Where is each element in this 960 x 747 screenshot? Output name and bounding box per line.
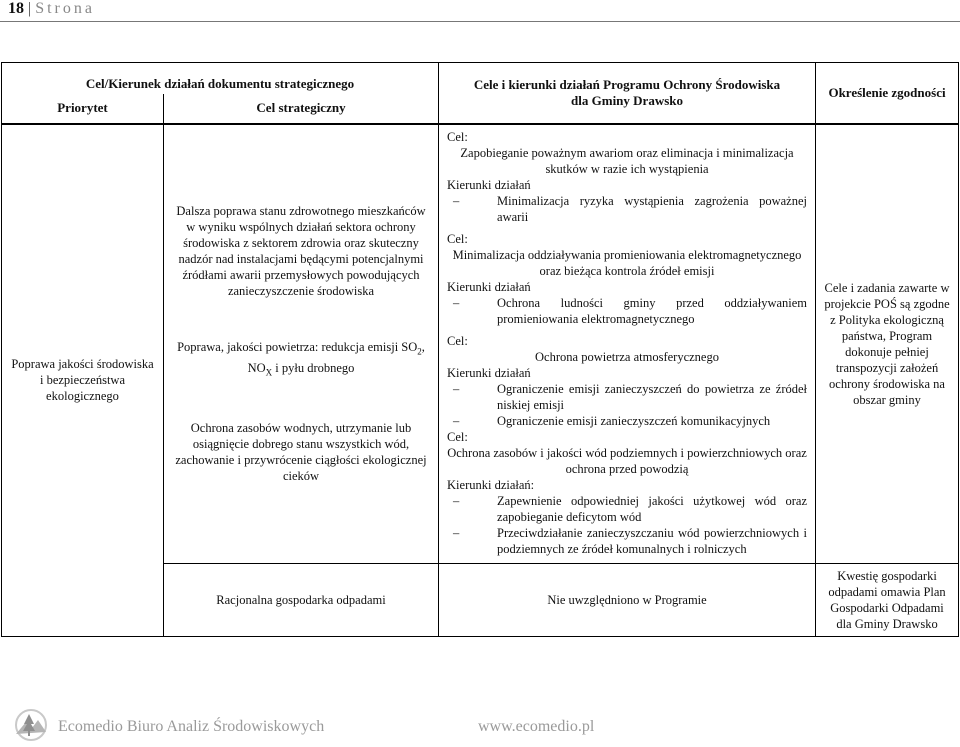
directions-label-3: Kierunki działań <box>447 365 531 380</box>
page-header <box>8 0 95 18</box>
page-word: Strona <box>35 0 95 17</box>
compliance-main-cell: Cele i zadania zawarte w projekcie POŚ są zgodne z Polityka ekologiczną państwa, Program dokonuje pełniej transpozycji założeń ochrony środowiska na obszar gminy <box>816 124 959 564</box>
directions-label-2: Kierunki działań <box>447 279 531 294</box>
directions-label-1: Kierunki działań <box>447 177 531 192</box>
goal-label-3: Cel: <box>447 333 468 348</box>
header-program-line1: Cele i kierunki działań Programu Ochrony Środowiska <box>473 76 781 92</box>
page-number: 18 <box>8 0 24 17</box>
compliance-waste-cell: Kwestię gospodarki odpadami omawia Plan Gospodarki Odpadami dla Gminy Drawsko <box>816 563 959 636</box>
goal-label-2: Cel: <box>447 231 468 246</box>
footer-brand: Ecomedio Biuro Analiz Środowiskowych <box>58 718 325 735</box>
footer-url[interactable]: www.ecomedio.pl <box>478 718 595 735</box>
strategic-goal-1: Dalsza poprawa stanu zdrowotnego mieszkańców w wyniku wspólnych działań sektora ochrony środowiska z sektorem zdrowia oraz skuteczny nadzór nad instalacjami będącymi potencjalnymi źródłami awarii przemysłowych powodujących zanieczyszczenie środowiska <box>176 204 426 298</box>
header-program <box>439 63 816 124</box>
priority-cell: Poprawa jakości środowiska i bezpieczeństwa ekologicznego <box>2 124 164 637</box>
program-goal-1: Zapobieganie poważnym awariom oraz eliminacja i minimalizacja skutków w razie ich wystąpienia <box>460 145 794 176</box>
header-rule <box>0 21 960 22</box>
program-goal-2: Minimalizacja oddziaływania promieniowania elektromagnetycznego oraz bieżąca kontrola źródeł emisji <box>452 247 802 278</box>
strategic-goal-4: Racjonalna gospodarka odpadami <box>164 563 439 636</box>
tree-mountain-logo-icon <box>12 708 50 742</box>
direction-3b: – Ograniczenie emisji zanieczyszczeń komunikacyjnych <box>453 413 771 428</box>
direction-2a: – Ochrona ludności gminy przed oddziaływaniem promieniowania elektromagnetycznego <box>453 295 808 326</box>
goal-label-1: Cel: <box>447 129 468 144</box>
program-goal-4: Ochrona zasobów i jakości wód podziemnych i powierzchniowych oraz ochrona przed powodzią <box>447 445 807 476</box>
header-priority: Priorytet <box>2 94 164 124</box>
page-separator: | <box>28 0 32 17</box>
strategic-goal-3: Ochrona zasobów wodnych, utrzymanie lub osiągnięcie dobrego stanu wszystkich wód, zachowanie i przywrócenie ciągłości ekologicznej cieków <box>175 421 427 483</box>
goal-label-4: Cel: <box>447 429 468 444</box>
direction-4b: – Przeciwdziałanie zanieczyszczaniu wód powierzchniowych i podziemnych ze źródeł komunalnych i rolniczych <box>453 525 808 556</box>
direction-1a: – Minimalizacja ryzyka wystąpienia zagrożenia poważnej awarii <box>453 193 808 224</box>
program-waste: Nie uwzględniono w Programie <box>439 563 816 636</box>
direction-3a: – Ograniczenie emisji zanieczyszczeń do powietrza ze źródeł niskiej emisji <box>453 381 808 412</box>
body-row-main <box>2 124 959 564</box>
strategy-table <box>1 62 959 637</box>
direction-4a: – Zapewnienie odpowiedniej jakości użytkowej wód oraz zapobieganie deficytom wód <box>453 493 808 524</box>
header-compliance: Określenie zgodności <box>816 63 959 124</box>
directions-label-4: Kierunki działań: <box>447 477 535 492</box>
strategic-goals-cell <box>164 124 439 564</box>
header-strategic-goal: Cel strategiczny <box>164 94 439 124</box>
header-group: Cel/Kierunek działań dokumentu strategicznego <box>2 63 439 94</box>
header-row-1 <box>2 63 959 94</box>
footer <box>12 708 952 742</box>
header-program-line2: dla Gminy Drawsko <box>571 92 683 108</box>
program-goal-3: Ochrona powietrza atmosferycznego <box>535 349 719 364</box>
program-cell <box>439 124 816 564</box>
strategic-goal-2: Poprawa, jakości powietrza: redukcja emisji $SO_2$, $NO_X$ i pyłu drobnego <box>177 340 425 377</box>
